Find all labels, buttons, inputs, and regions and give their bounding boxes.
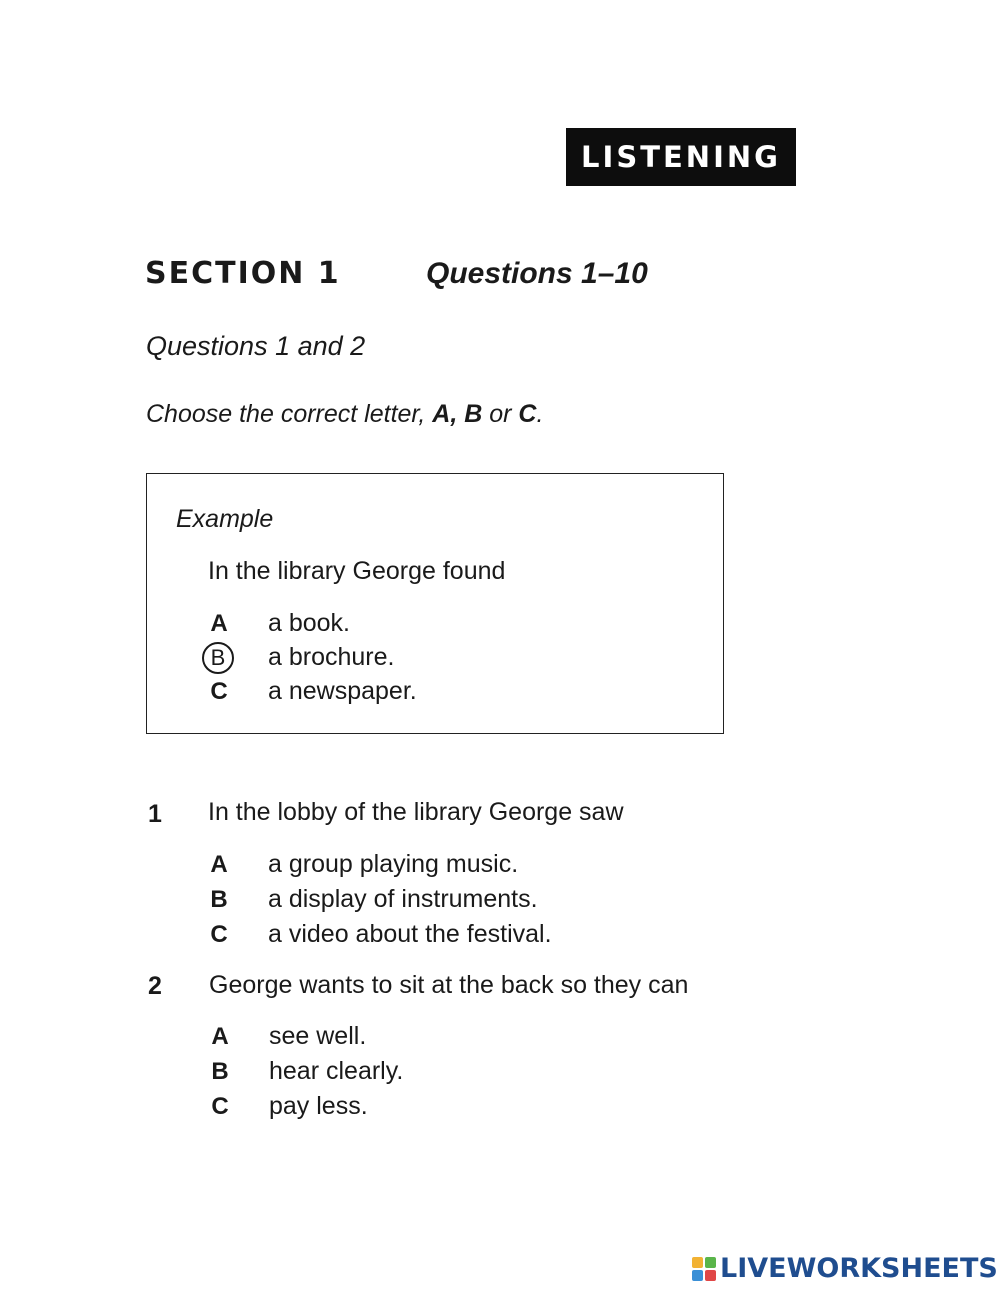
section-title: SECTION 1: [145, 256, 341, 291]
instruction-letter-c: C: [518, 400, 537, 428]
example-stem: In the library George found: [208, 557, 506, 585]
question-number: 2: [148, 972, 162, 1000]
questions-range: Questions 1–10: [426, 257, 648, 290]
option-text[interactable]: see well.: [269, 1022, 367, 1050]
option-text[interactable]: a display of instruments.: [268, 885, 538, 913]
listening-banner: LISTENING: [566, 128, 796, 186]
question-stem: George wants to sit at the back so they can: [209, 971, 689, 999]
example-option-text: a book.: [268, 609, 351, 637]
option-letter[interactable]: C: [210, 921, 228, 948]
question-number: 1: [148, 800, 162, 828]
instruction-letter-a: A: [432, 400, 451, 428]
instruction-or: or: [482, 400, 519, 428]
instruction-comma: ,: [450, 400, 465, 428]
question-group-heading: Questions 1 and 2: [146, 331, 366, 361]
option-letter[interactable]: C: [211, 1093, 229, 1120]
instruction: [146, 400, 543, 429]
question-stem: In the lobby of the library George saw: [208, 798, 624, 826]
option-letter[interactable]: B: [210, 886, 228, 913]
option-text[interactable]: pay less.: [269, 1092, 368, 1120]
liveworksheets-logo-icon: [692, 1257, 716, 1281]
example-label: Example: [176, 505, 274, 533]
option-text[interactable]: a group playing music.: [268, 850, 519, 878]
instruction-period: .: [536, 400, 544, 428]
example-option-letter-circled: B: [202, 642, 234, 674]
option-text[interactable]: hear clearly.: [269, 1057, 404, 1085]
example-option-text: a brochure.: [268, 643, 395, 671]
watermark-text: LIVEWORKSHEETS: [720, 1253, 998, 1284]
option-letter[interactable]: A: [211, 1023, 229, 1050]
instruction-letter-b: B: [464, 400, 483, 428]
liveworksheets-watermark: [692, 1253, 998, 1284]
example-option-letter: C: [210, 678, 228, 705]
example-option-text: a newspaper.: [268, 677, 417, 705]
option-text[interactable]: a video about the festival.: [268, 920, 552, 948]
instruction-prefix: Choose the correct letter,: [146, 400, 433, 428]
option-letter[interactable]: A: [210, 851, 228, 878]
example-option-letter: A: [210, 610, 228, 637]
option-letter[interactable]: B: [211, 1058, 229, 1085]
